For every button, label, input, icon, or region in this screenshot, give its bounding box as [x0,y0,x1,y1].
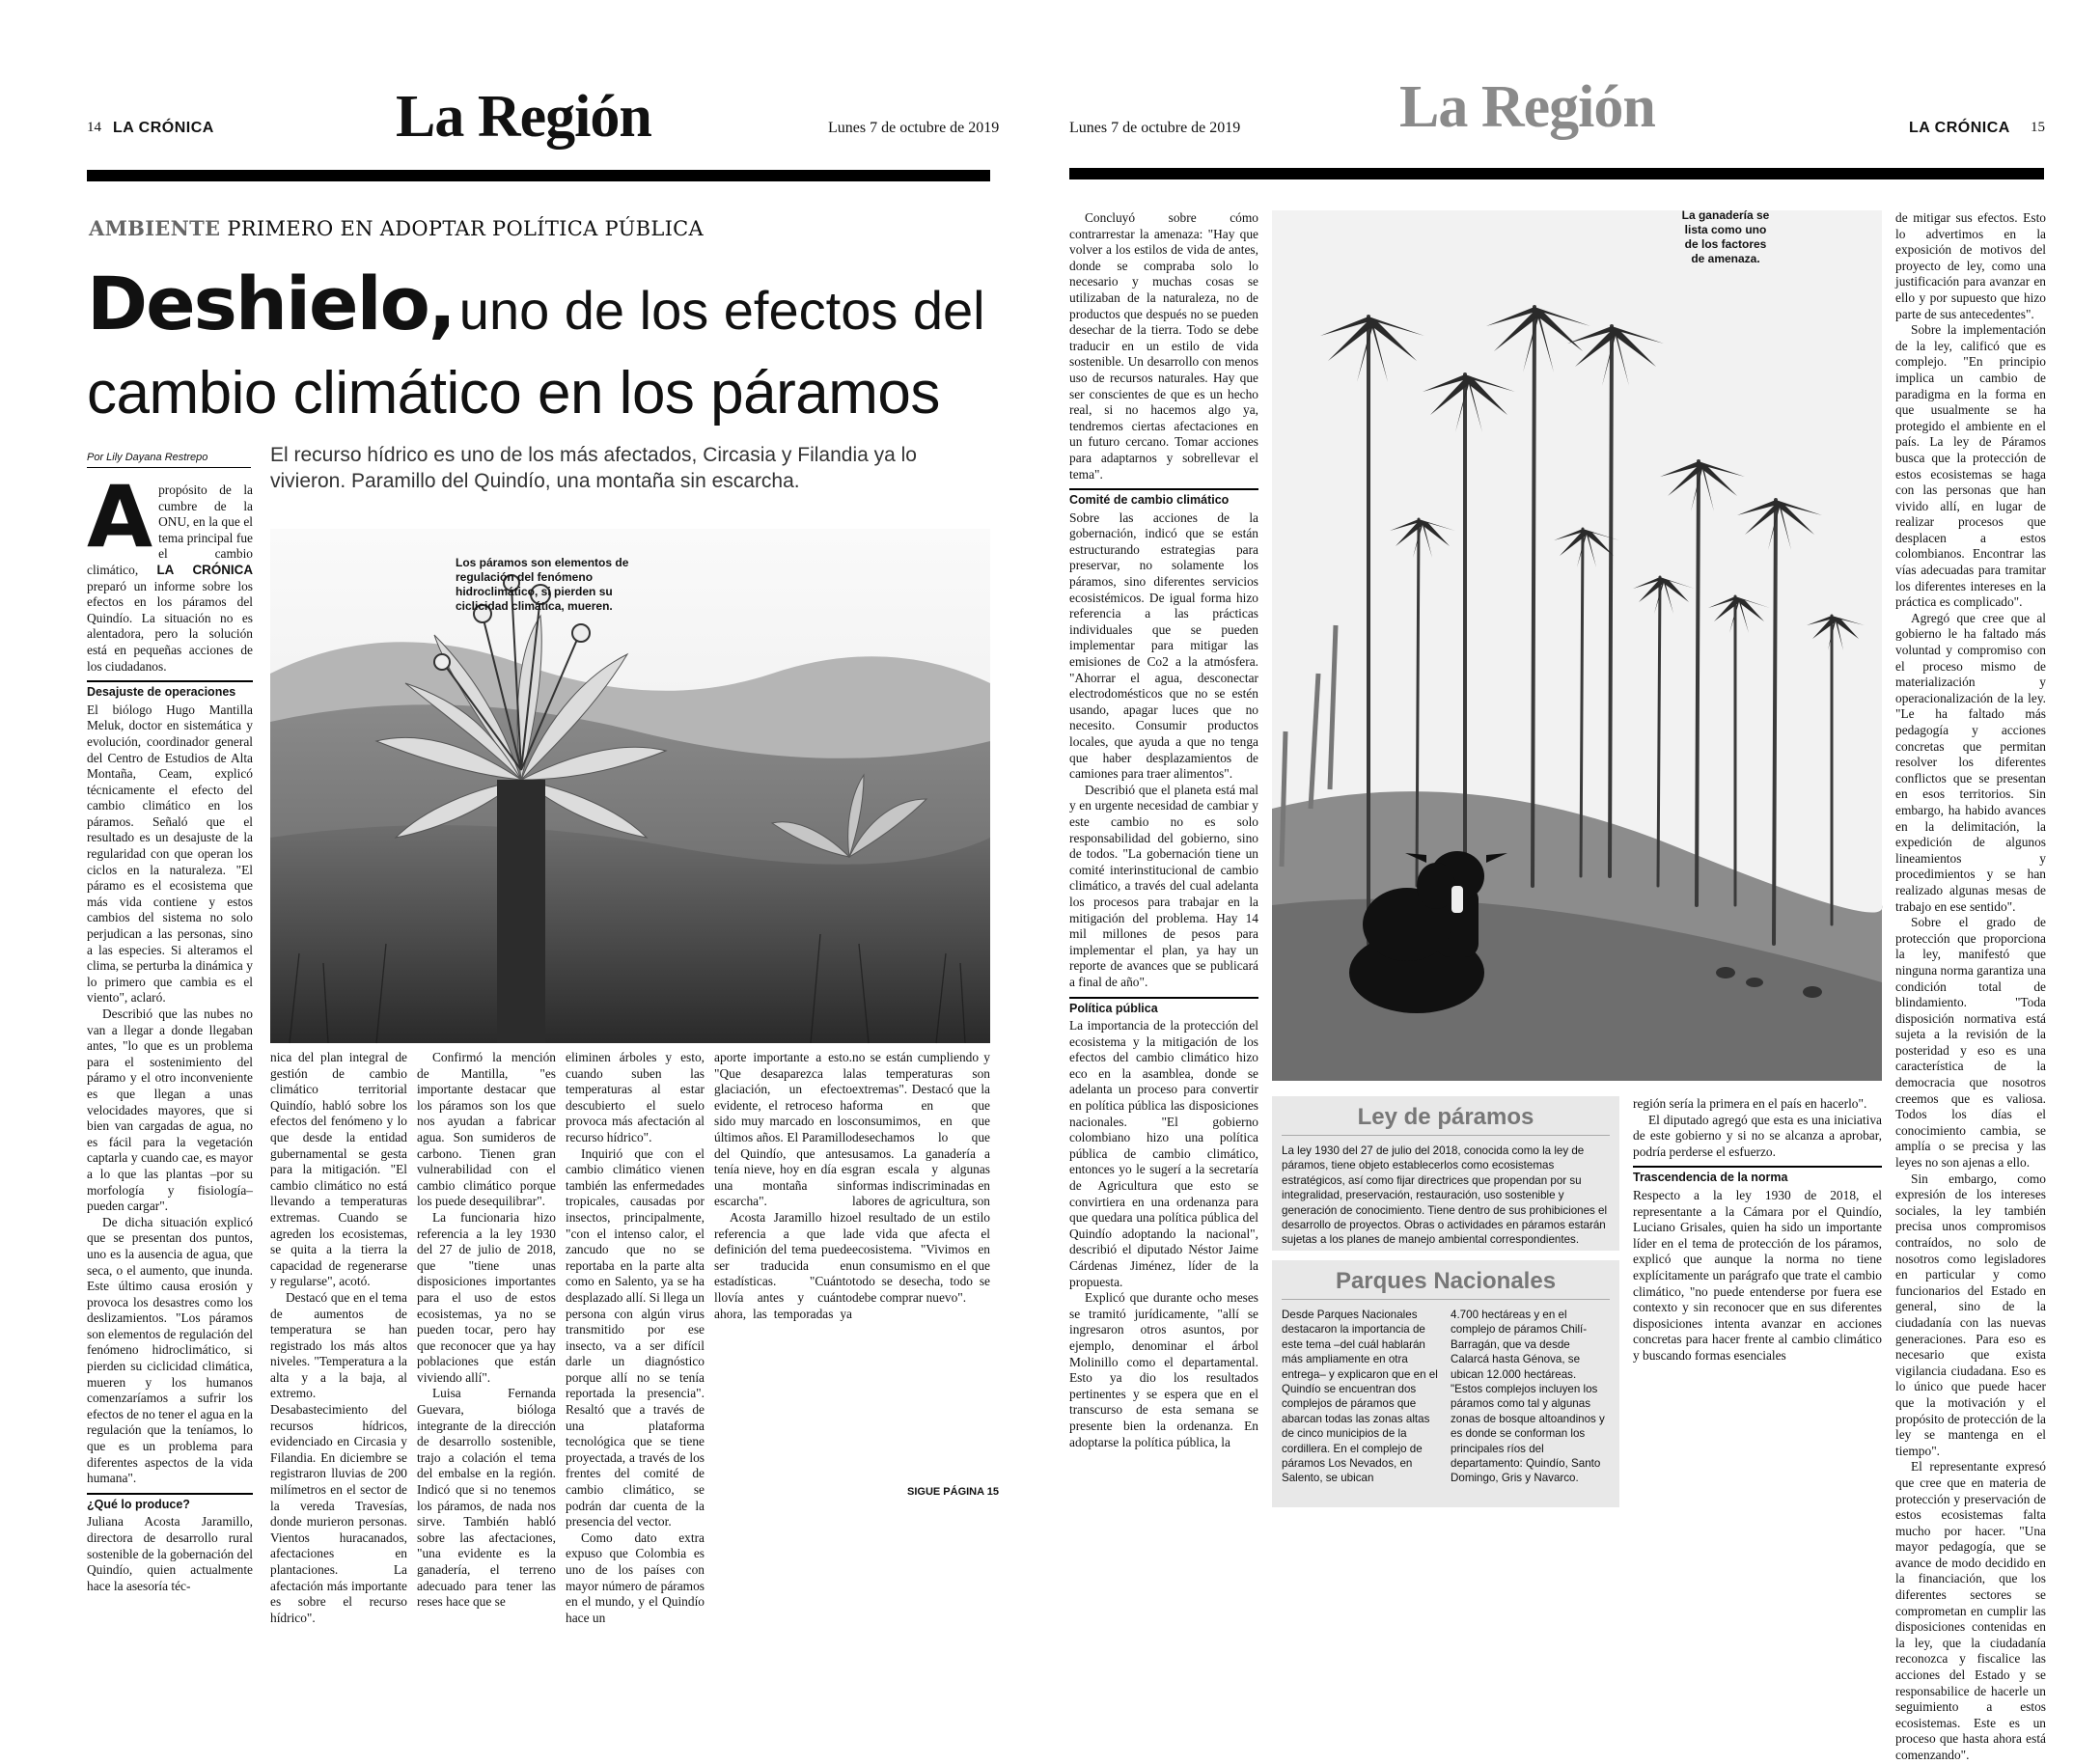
wax-palm-photo [1272,210,1882,1081]
byline: Por Lily Dayana Restrepo [87,452,251,468]
column-4: eliminen árboles y esto, cuando suben las temperaturas al estar descubierto el suelo provoca más afectación al recurso hídrico". Inquirió que con el cambio climático vienen también las enfermedades tropicales, causadas por insectos, principalmente, "con el intenso calor, el zancudo que no se reportaba en la parte alta como en Salento, ya se ha desplazado allí. Si llega un persona con algún virus transmitido por ese insecto, va a ser difícil darle un diagnóstico porque allí no se tenía reportada la presencia". Resaltó que a través de una plataforma tecnológica que se tiene proyectada, a través de los frentes del comité de cambio climático, se podrán dar cuenta de la presencia del vector. Como dato extra expuso que Colombia es uno de los países con mayor número de páramos en el mundo, y el Quindío hace un [566,1050,705,1625]
headline-bold: Deshielo, [87,261,455,346]
column-5: aporte importante a esto. "Que desaparezca la glaciación, un efecto evidente, el retroceso ha sido muy marcado en los últimos años. El Paramillo del Quindío, que antes tenía nieve, hoy en día es una montaña sin escarcha". Acosta Jaramillo hizo referencia a que la definición del tema puede ser traducida en estadísticas. "Cuánto llovía antes y cuánto ahora, las temporadas ya no se están cumpliendo y las temperaturas son extremas". Destacó que la forma en que consumimos, en que desechamos lo que usamos. La ganadería a gran escala y algunas formas indiscriminadas en labores de agricultura, son el resultado de un estilo de vida que afecta el ecosistema. "Vivimos en un consumismo en el que todo se desecha, todo se debe comprar nuevo". [714,1050,990,1321]
subheading-trascendencia: Trascendencia de la norma [1633,1166,1882,1186]
right-page [1036,0,2073,1762]
intro-paragraph: A propósito de la cumbre de la ONU, en la que el tema principal fue el cambio climático, LA CRÓNICA preparó un informe sobre los efectos en los páramos del Quindío. La situación no es alentadora, pero la solución está en pequeñas acciones de los ciudadanos. [87,467,253,674]
parques-nacionales-box [1272,1260,1619,1507]
continued-link[interactable]: SIGUE PÁGINA 15 [907,1486,999,1498]
column-d: de mitigar sus efectos. Esto lo advertimos en la exposición de motivos del proyecto de ley, como una justificación para avanzar en ello y por supuesto que hizo parte de sus antecedentes". Sobre la implementación de la ley, calificó que es complejo. "En principio implica un cambio de paradigma en la forma en que usualmente se ha protegido el ambiente en el país. La ley de Páramos busca que la protección de estos ecosistemas se haga con las personas que han vivido allí, en lugar de realizar procesos que desplacen a estos colombianos. Encontrar las vías adecuadas para tramitar los diferentes intereses en la práctica es complicado". Agregó que cree que al gobierno le ha faltado más voluntad y compromiso con el proceso mismo de materialización y operacionalización de la ley. "Le ha faltado más pedagogía y acciones concretas que permitan resolver los diferentes conflictos que se presentan en esos territorios. Sin embargo, ha habido avances en la delimitación, la expedición de algunos lineamientos y procedimientos y se han realizado algunas mesas de trabajo en ese sentido". Sobre el grado de protección que proporciona la ley, manifestó que ninguna norma garantiza una condición total de blindamiento. "Toda disposición normativa está sujeta a la revisión de la posteridad y eso es una característica de la democracia que nosotros creemos que es valiosa. Todos los días el conocimiento cambia, se amplía o se precisa y las leyes no son ajenas a ello. Sin embargo, como expresión de los intereses sociales, la ley también precisa unos compromisos contraídos, no solo de nosotros como legisladores en particular y como funcionarios del Estado en general, sino de la ciudadanía con las nuevas generaciones. Para eso es necesario que exista vigilancia ciudadana. Eso es lo único que puede hacer que la motivación y el propósito de protección de la ley se mantenga en el tiempo". El representante expresó que cree que en materia de protección y preservación de estos ecosistemas falta mucho por hacer. "Una mayor pedagogía, que se avance de modo decidido en la financiación, que los diferentes sectores se comprometan en cumplir las disposiciones contenidas en la ley, que la ciudadanía reconozca y fiscalice las acciones del Estado y se responsabilice de hacerle un seguimiento a estos ecosistemas. Este es un proceso que hasta ahora está comenzando". [1895,210,2046,1762]
masthead-rule [87,170,990,181]
subheading-politica: Política pública [1069,997,1258,1017]
ley-paramos-title: Ley de páramos [1282,1104,1610,1136]
photo-caption: Los páramos son elementos de regulación del fenómeno hidroclimático, si pierden su ciclicidad climática, mueren. [456,556,629,613]
headline-rest: uno de los efectos del [458,280,985,341]
subheading-que-lo-produce: ¿Qué lo produce? [87,1493,253,1513]
issue-date: Lunes 7 de octubre de 2019 [1069,120,1241,136]
subheading-desajuste: Desajuste de operaciones [87,680,253,701]
drop-cap: A [87,467,153,566]
page-number: 15 [2031,120,2045,135]
parques-text-left: Desde Parques Nacionales destacaron la importancia de este tema –del cuál hablarán más ampliamente en otra entrega– y explicaron que en el Quindío se encuentran dos complejos de páramos que abarcan todas las zonas altas de cinco municipios de la cordillera. En el complejo de páramos Los Nevados, en Salento, se ubican [1282,1309,1438,1485]
kicker-text: PRIMERO EN ADOPTAR POLÍTICA PÚBLICA [227,217,705,240]
parques-text-right: 4.700 hectáreas y en el complejo de páramos Chilí-Barragán, que va desde Calarcá hasta Génova, se ubican 12.000 hectáreas. "Estos complejos incluyen los páramos como tal y algunas zonas de bosque altoandinos y es donde se conforman los principales ríos del departamento: Quindío, Santo Domingo, Gris y Navarco. [1451,1309,1605,1485]
deck: El recurso hídrico es uno de los más afectados, Circasia y Filandia ya lo vivieron. Paramillo del Quindío, una montaña sin escarcha. [270,444,917,492]
issue-date: Lunes 7 de octubre de 2019 [828,120,1000,136]
photo-caption: La ganadería se lista como uno de los factores de amenaza. [1681,208,1770,265]
headline-line-2: cambio climático en los páramos [87,360,940,427]
ley-paramos-box [1272,1096,1619,1251]
masthead: La Región [1399,74,1655,140]
ley-paramos-text: La ley 1930 del 27 de julio del 2018, conocida como la ley de páramos, tiene objeto establecerlos como ecosistemas estratégicos, así como fijar directrices que propendan por su integralidad, preservación, restauración, uso sostenible y generación de conocimiento. Tiene dentro de sus prohibiciones el desarrollo de proyectos. Obras o actividades en páramos estarán sujetas a los planes de manejo ambiental correspondientes. [1282,1144,1608,1247]
column-1: A propósito de la cumbre de la ONU, en la que el tema principal fue el cambio climático, LA CRÓNICA preparó un informe sobre los efectos en los páramos del Quindío. La situación no es alentadora, pero la solución está en pequeñas acciones de los ciudadanos. Desajuste de operaciones El biólogo Hugo Mantilla Meluk, doctor en sistemática y evolución, coordinador general del Centro de Estudios de Alta Montaña, Ceam, explicó técnicamente el efecto del cambio climático en los páramos. Señaló que el resultado es un desajuste de la regularidad con que operan los ciclos en la naturaleza. "El páramo es el ecosistema que más vida contiene y estos cambios del sistema no solo perjudican a las personas, sino a las especies. Si alteramos el clima, se perturba la dinámica y lo primero que cambia es el viento", aclaró. Describió que las nubes no van a llegar a donde llegaban antes, "lo que es un problema para el sostenimiento del páramo y el otro inconveniente es que llegan a unas velocidades mayores, que si bien van cargadas de agua, no es fácil para la vegetación captarla y cuando cae, es mayor a lo que las plantas –por su morfología y fisiología– pueden cargar". De dicha situación explicó que se presentan dos puntos, uno es la ausencia de agua, que seca, o el aumento, que inunda. Este último causa erosión y provoca los desastres como los deslizamientos. "Los páramos son elementos de regulación del fenómeno hidroclimático, si pierden su ciclicidad climática, mueren y los humanos comenzaríamos a sufrir los efectos de no tener el agua en la regulación que la teníamos, lo que es un problema para diferentes aspectos de la vida humana". ¿Qué lo produce? Juliana Acosta Jaramillo, directora de desarrollo rural sostenible de la gobernación del Quindío, quien actualmente hace la asesoría téc- [87,467,253,1593]
masthead-rule [1069,168,2044,179]
masthead: La Región [396,84,651,150]
palms-cattle-image [1272,210,1882,1081]
kicker [89,216,704,240]
subheading-comite: Comité de cambio climático [1069,488,1258,509]
brand-name: LA CRÓNICA [1909,120,2010,136]
column-c: región sería la primera en el país en hacerlo". El diputado agregó que esta es una iniciativa de este gobierno y si no se alcanza a aprobar, podría perderse el esfuerzo. Trascendencia de la norma Respecto a la ley 1930 de 2018, el representante a la Cámara por el Quindío, Luciano Grisales, quien ha sido un importante líder en el tema de protección de los páramos, explicó que aunque la norma no tiene explícitamente un parágrafo que trate el cambio climático, "no puede entenderse por fuera ese contexto y sin reconocer que en sus diferentes disposiciones intenta avanzar en acciones concretas para hacer frente al cambio climático y buscando formas esenciales [1633,1096,1882,1363]
paramo-landscape-image [270,529,990,1043]
column-3: Confirmó la mención de Mantilla, "es importante destacar que los páramos son los que nos ayudan a fabricar agua. Son sumideros de carbono. Tienen gran vulnerabilidad con el cambio climático porque los puede desequilibrar". La funcionaria hizo referencia a la ley 1930 del 27 de julio de 2018, que "tiene unas disposiciones importantes para el uso de estos ecosistemas, ya no se pueden tocar, pero hay que reconocer que ya hay poblaciones que están viviendo allí". Luisa Fernanda Guevara, bióloga integrante de la dirección de desarrollo sostenible, trajo a colación el tema del embalse en la región. Indicó que si no tenemos los páramos, de nada nos sirve. También habló sobre las afectaciones, "una evidente es la ganadería, el terreno adecuado para tener las reses hace que se [417,1050,556,1610]
column-2: nica del plan integral de gestión de cambio climático territorial Quindío, habló sobre los efectos del fenómeno y lo que desde la entidad gubernamental se gesta para la mitigación. "El cambio climático no está llevando a temperaturas extremas. Cuando se agreden los ecosistemas, se quita a la tierra la capacidad de regenerarse y regularse", acotó. Destacó que en el tema de aumentos de temperatura se han registrado los más altos niveles. "Temperatura a la alta y a la baja, al extremo. Desabastecimiento del recursos hídricos, evidenciado en Circasia y Filandia. En diciembre se registraron lluvias de 200 milímetros en el sector de la vereda Travesías, donde murieron personas. Vientos huracanados, afectaciones en plantaciones. La afectación más importante es sobre el recurso hídrico". [270,1050,407,1625]
column-a: Concluyó sobre cómo contrarrestar la amenaza: "Hay que volver a los estilos de vida de antes, donde se compraba solo lo necesario y muchas cosas se utilizaban de la naturaleza, no de productos que después no se pueden desechar de la tierra. Todo se debe traducir en un estilo de vida sostenible. Un desarrollo con menos uso de recursos naturales. Hay que ser conscientes de que es un hecho real, si no hacemos algo ya, tendremos ciertas afectaciones en un futuro cercano. Tomar acciones para adaptarnos y sobrellevar el tema". Comité de cambio climático Sobre las acciones de la gobernación, indicó que se están estructurando estrategias para preservar, no solamente los páramos, sino diferentes servicios ecosistémicos. De igual forma hizo referencia a las prácticas individuales que se pueden implementar para mitigar las emisiones de Co2 a la atmósfera. "Ahorrar el agua, desconectar electrodomésticos que no se estén usando, apagar luces que no necesito. Consumir productos locales, que ayuda a que no tenga que haber desplazamientos de camiones para traer alimentos". Describió que el planeta está mal y en urgente necesidad de cambiar y este cambio no es solo responsabilidad del gobierno, sino de todos. "La gobernación tiene un comité interinstitucional de cambio climático, a través del cual adelanta los procesos para trabajar en la mitigación del problema. Hay 14 mil millones de pesos para implementar el plan, ya hay un reporte de avances que se publicará a final de año". Política pública La importancia de la protección del ecosistema y la mitigación de los efectos del cambio climático hizo eco en la asamblea, donde se adelanta un proceso para convertir en política pública las disposiciones nacionales. "El gobierno colombiano hizo una política pública de cambio climático, entonces yo le sugerí a la secretaría de Agricultura que esto se convirtiera en una ordenanza para que quedara una política pública del Quindío adoptando la nacional", describió el diputado Néstor Jaime Cárdenas Jiménez, líder de la propuesta. Explicó que durante ocho meses se tramitó jurídicamente, "allí se ingresaron otros asuntos, por ejemplo, denominar el árbol Molinillo como el departamental. Esto ya dio los resultados pertinentes y se espera que en el transcurso de esta semana se presente bien la ordenanza. En adoptarse la política pública, la [1069,210,1258,1449]
parques-nacionales-title: Parques Nacionales [1282,1268,1610,1300]
kicker-section: AMBIENTE [89,216,221,240]
brand-name: LA CRÓNICA [113,120,214,136]
page-number: 14 [87,120,101,135]
left-page [0,0,1036,1625]
headline [87,261,1004,354]
frailejon-photo [270,529,990,1043]
